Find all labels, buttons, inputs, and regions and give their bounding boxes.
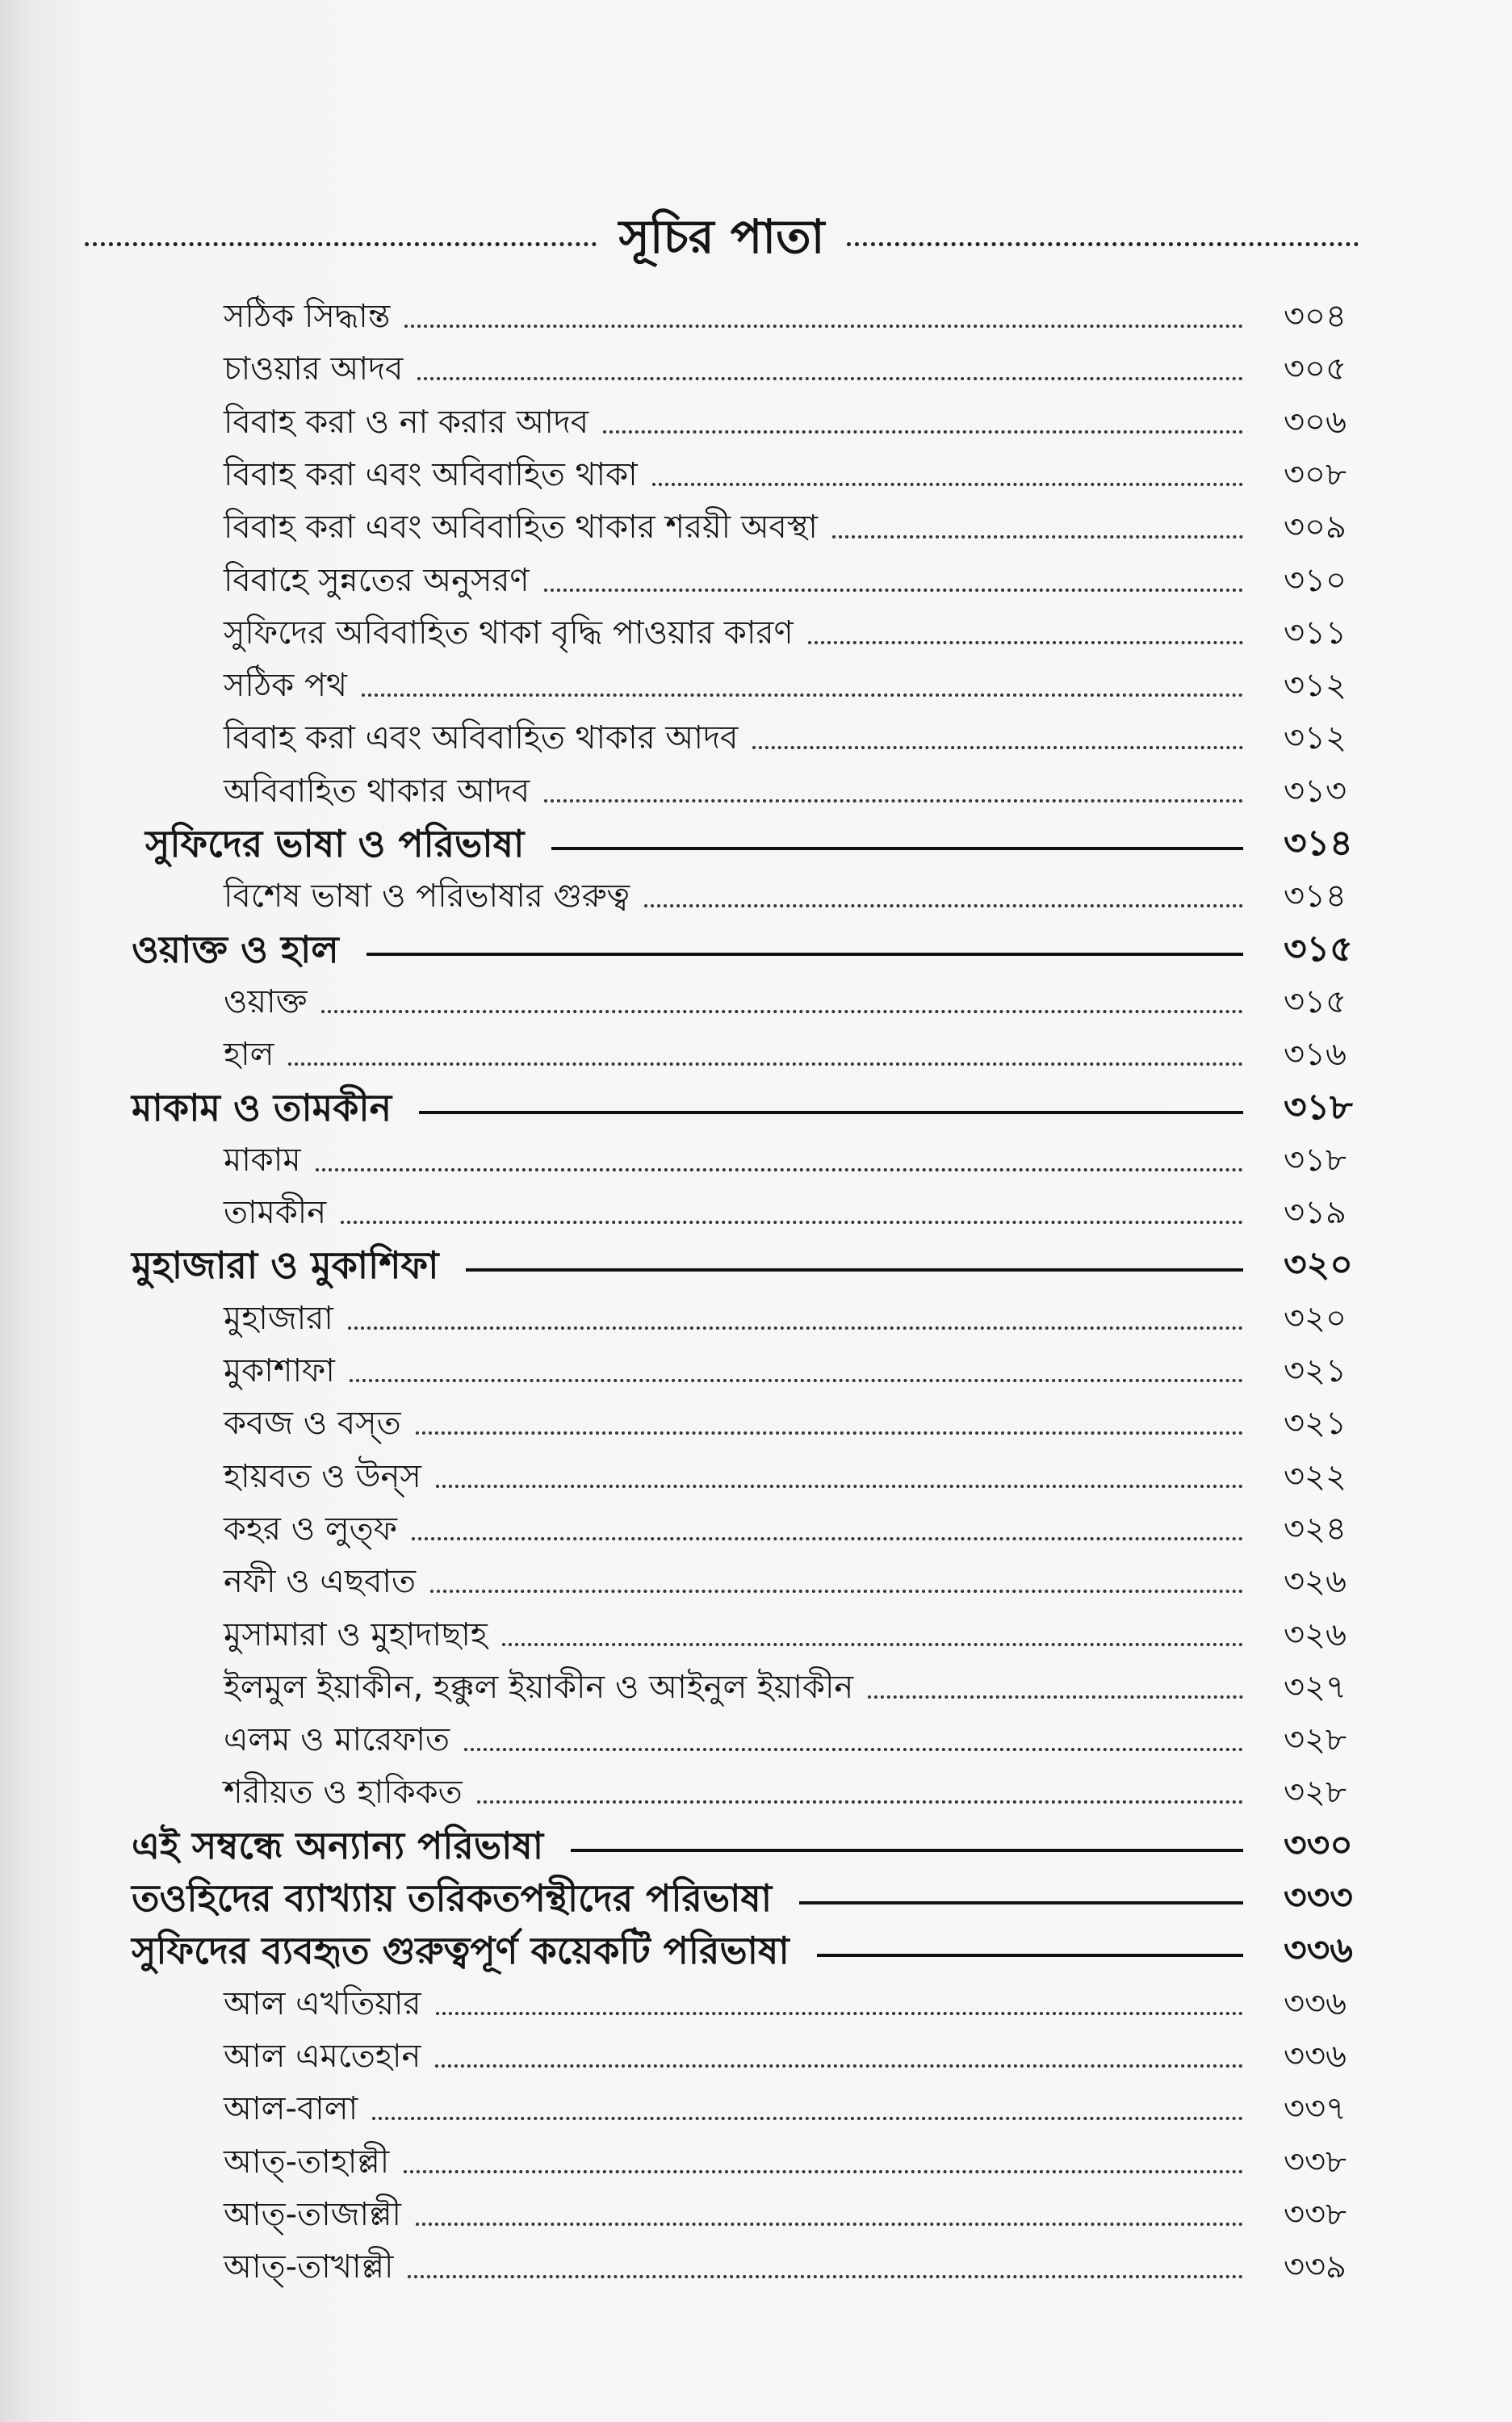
- solid-leader-line: [466, 1268, 1243, 1272]
- dotted-leader-line: [321, 1010, 1243, 1013]
- dotted-leader-line: [752, 746, 1243, 749]
- toc-page-number: ৩২৮: [1284, 1721, 1347, 1759]
- toc-entry: [224, 1030, 1347, 1079]
- dotted-leader-line: [348, 1326, 1243, 1330]
- toc-page-number: ৩১৯: [1284, 1194, 1347, 1232]
- toc-entry-label: ওয়াক্ত ও হাল: [132, 927, 339, 971]
- toc-entry: [224, 1557, 1347, 1606]
- toc-section-heading: [145, 819, 1353, 868]
- toc-page-number: ৩৩০: [1284, 1824, 1353, 1866]
- toc-entry: [224, 1611, 1347, 1659]
- toc-page-number: ৩১৫: [1284, 928, 1353, 970]
- toc-entry: [224, 556, 1347, 605]
- toc-page-number: ৩৩৮: [1284, 2143, 1347, 2181]
- toc-entry-label: মুহাজারা: [224, 1299, 333, 1337]
- toc-entry-label: আল এমতেহান: [224, 2037, 421, 2075]
- toc-entry: [224, 292, 1347, 341]
- dotted-leader-line: [404, 325, 1243, 328]
- toc-entry: [224, 767, 1347, 815]
- toc-entry: [224, 2190, 1347, 2239]
- toc-entry-label: মুকাশাফা: [224, 1352, 335, 1389]
- dotted-leader-line: [464, 1748, 1243, 1751]
- toc-entry-label: বিবাহে সুন্নতের অনুসরণ: [224, 561, 530, 599]
- toc-page-number: ৩৩৯: [1284, 2248, 1347, 2286]
- dotted-leader-line: [652, 483, 1243, 486]
- toc-page-number: ৩৩৭: [1284, 2090, 1347, 2128]
- dotted-leader-line: [832, 535, 1243, 538]
- toc-entry: [224, 978, 1347, 1026]
- toc-entry-label: অবিবাহিত থাকার আদব: [224, 772, 530, 810]
- toc-entry: [224, 714, 1347, 762]
- toc-entry-label: বিবাহ করা এবং অবিবাহিত থাকা: [224, 455, 638, 493]
- toc-page-number: ৩১৮: [1284, 1141, 1347, 1179]
- toc-entry-label: মাকাম: [224, 1141, 301, 1179]
- toc-entry-label: ওয়াক্ত: [224, 983, 308, 1020]
- toc-page-number: ৩১৪: [1284, 878, 1347, 916]
- solid-leader-line: [366, 953, 1243, 956]
- toc-entry: [224, 2085, 1347, 2133]
- toc-entry-label: আত্‌-তাখাল্লী: [224, 2248, 394, 2286]
- toc-entry-label: বিবাহ করা এবং অবিবাহিত থাকার আদব: [224, 719, 739, 757]
- dotted-leader-line: [502, 1643, 1243, 1646]
- toc-entry-label: আল এখতিয়ার: [224, 1984, 421, 2022]
- toc-entry-label: মাকাম ও তামকীন: [132, 1085, 392, 1129]
- dotted-leader-line: [544, 799, 1243, 802]
- toc-entry-label: কহর ও লুত্‌ফ: [224, 1510, 397, 1548]
- toc-page-number: ৩১৬: [1284, 1036, 1347, 1074]
- toc-entry: [224, 2032, 1347, 2080]
- dotted-leader-line: [372, 2117, 1243, 2120]
- toc-page-number: ৩২০: [1284, 1244, 1353, 1286]
- toc-entry-label: সঠিক সিদ্ধান্ত: [224, 298, 391, 335]
- title-dotted-rule-right: [847, 242, 1359, 246]
- toc-entry: [224, 1294, 1347, 1343]
- toc-entry-label: তামকীন: [224, 1194, 327, 1232]
- toc-page-number: ৩১২: [1284, 719, 1347, 757]
- toc-entry: [224, 1505, 1347, 1553]
- toc-page-number: ৩৩৬: [1284, 1930, 1353, 1972]
- dotted-leader-line: [436, 2012, 1244, 2015]
- toc-page-number: ৩৩৬: [1284, 2037, 1347, 2075]
- dotted-leader-line: [436, 1485, 1243, 1488]
- toc-entry-label: চাওয়ার আদব: [224, 350, 404, 388]
- toc-page-number: ৩০৮: [1284, 455, 1347, 493]
- toc-entry: [224, 398, 1347, 446]
- dotted-leader-line: [603, 430, 1243, 434]
- toc-page-number: ৩২৬: [1284, 1615, 1347, 1653]
- solid-leader-line: [817, 1954, 1243, 1957]
- dotted-leader-line: [435, 2064, 1243, 2068]
- toc-page-number: ৩০৪: [1284, 298, 1347, 335]
- toc-page-number: ৩২১: [1284, 1405, 1347, 1443]
- toc-entry-label: তওহিদের ব্যাখ্যায় তরিকতপন্থীদের পরিভাষা: [132, 1876, 773, 1920]
- toc-page-number: ৩১৮: [1284, 1086, 1353, 1128]
- dotted-leader-line: [644, 904, 1243, 907]
- toc-entry-label: সঠিক পথ: [224, 667, 348, 705]
- solid-leader-line: [799, 1901, 1243, 1904]
- toc-entry-label: সুফিদের ব্যবহৃত গুরুত্বপূর্ণ কয়েকটি পরিভাষা: [132, 1929, 790, 1973]
- toc-entry-label: বিবাহ করা এবং অবিবাহিত থাকার শরয়ী অবস্থা: [224, 509, 818, 547]
- toc-entry-label: আত্‌-তাহাল্লী: [224, 2143, 390, 2181]
- dotted-leader-line: [416, 1431, 1243, 1435]
- toc-page-number: ৩১০: [1284, 561, 1347, 599]
- toc-section-heading: [132, 1874, 1353, 1922]
- toc-entry: [224, 1188, 1347, 1237]
- toc-page-number: ৩১৩: [1284, 772, 1347, 810]
- dotted-leader-line: [544, 589, 1243, 592]
- title-dotted-rule-left: [85, 242, 597, 246]
- toc-page-number: ৩১২: [1284, 667, 1347, 705]
- toc-entry-label: সুফিদের ভাষা ও পরিভাষা: [145, 822, 525, 865]
- dotted-leader-line: [404, 2170, 1243, 2173]
- toc-entry-label: বিশেষ ভাষা ও পরিভাষার গুরুত্ব: [224, 878, 630, 916]
- dotted-leader-line: [316, 1168, 1243, 1171]
- toc-page-number: ৩০৫: [1284, 350, 1347, 388]
- dotted-leader-line: [430, 1590, 1243, 1593]
- toc-entry-label: শরীয়ত ও হাকিকত: [224, 1774, 463, 1812]
- toc-entry-label: নফী ও এছবাত: [224, 1563, 416, 1601]
- dotted-leader-line: [341, 1221, 1243, 1224]
- toc-entry: [224, 1716, 1347, 1764]
- toc-page-number: ৩২২: [1284, 1457, 1347, 1495]
- toc-entry-label: মুহাজারা ও মুকাশিফা: [132, 1243, 439, 1288]
- toc-entry-label: মুসামারা ও মুহাদাছাহ: [224, 1615, 488, 1653]
- toc-entry-label: এলম ও মারেফাত: [224, 1721, 450, 1759]
- dotted-leader-line: [408, 2275, 1243, 2278]
- toc-entry: [224, 503, 1347, 551]
- toc-page-number: ৩২০: [1284, 1299, 1347, 1337]
- toc-page-number: ৩১৫: [1284, 983, 1347, 1020]
- dotted-leader-line: [416, 2223, 1243, 2226]
- toc-entry-label: এই সম্বন্ধে অন্যান্য পরিভাষা: [132, 1823, 544, 1867]
- toc-page-number: ৩৩৩: [1284, 1877, 1353, 1918]
- dotted-leader-line: [288, 1062, 1243, 1066]
- toc-section-heading: [132, 1241, 1353, 1289]
- toc-entry: [224, 1136, 1347, 1184]
- page-header: [85, 208, 1359, 268]
- toc-entry: [224, 1399, 1347, 1448]
- toc-entry-label: হাল: [224, 1036, 274, 1074]
- toc-entry: [224, 1347, 1347, 1395]
- toc-entry: [224, 2138, 1347, 2186]
- toc-page-number: ৩২৪: [1284, 1510, 1347, 1548]
- toc-page-number: ৩২৮: [1284, 1774, 1347, 1812]
- toc-page-number: ৩২১: [1284, 1352, 1347, 1389]
- toc-page-number: ৩১১: [1284, 614, 1347, 652]
- toc-entry: [224, 2243, 1347, 2291]
- solid-leader-line: [419, 1111, 1243, 1114]
- toc-entry-label: আল-বালা: [224, 2090, 358, 2128]
- toc-section-heading: [132, 1083, 1353, 1132]
- dotted-leader-line: [417, 377, 1243, 380]
- dotted-leader-line: [412, 1537, 1243, 1540]
- toc-entry: [224, 661, 1347, 710]
- dotted-leader-line: [350, 1379, 1243, 1382]
- page-title: সূচির পাতা: [618, 208, 825, 264]
- solid-leader-line: [551, 847, 1243, 850]
- dotted-leader-line: [362, 693, 1243, 697]
- toc-entry: [224, 872, 1347, 920]
- toc-page-number: ৩২৬: [1284, 1563, 1347, 1601]
- toc-entry-label: ইলমুল ইয়াকীন, হক্কুল ইয়াকীন ও আইনুল ইয়াকীন: [224, 1668, 854, 1706]
- toc-entry: [224, 1663, 1347, 1712]
- solid-leader-line: [571, 1849, 1243, 1852]
- toc-entry: [224, 1768, 1347, 1816]
- dotted-leader-line: [868, 1695, 1243, 1699]
- toc-entry: [224, 450, 1347, 499]
- toc-section-heading: [132, 1926, 1353, 1975]
- dotted-leader-line: [808, 641, 1243, 644]
- toc-section-heading: [132, 1821, 1353, 1870]
- toc-section-heading: [132, 925, 1353, 974]
- toc-page-number: ৩৩৮: [1284, 2195, 1347, 2233]
- toc-entry-label: হায়বত ও উন্‌স: [224, 1457, 421, 1495]
- toc-entry: [224, 1980, 1347, 2028]
- toc-entry: [224, 1452, 1347, 1501]
- dotted-leader-line: [477, 1800, 1243, 1804]
- toc-entry-label: বিবাহ করা ও না করার আদব: [224, 403, 589, 441]
- toc-entry: [224, 609, 1347, 657]
- toc-entry: [224, 345, 1347, 393]
- toc-entry-label: আত্‌-তাজাল্লী: [224, 2195, 401, 2233]
- toc-entry-label: কবজ ও বস্‌ত: [224, 1405, 401, 1443]
- toc-page-number: ৩০৬: [1284, 403, 1347, 441]
- toc-page-number: ৩০৯: [1284, 509, 1347, 547]
- toc-entry-label: সুফিদের অবিবাহিত থাকা বৃদ্ধি পাওয়ার কারণ: [224, 614, 794, 652]
- toc-page-number: ৩১৪: [1284, 823, 1353, 864]
- toc-page-number: ৩২৭: [1284, 1668, 1347, 1706]
- toc-page-number: ৩৩৬: [1284, 1984, 1347, 2022]
